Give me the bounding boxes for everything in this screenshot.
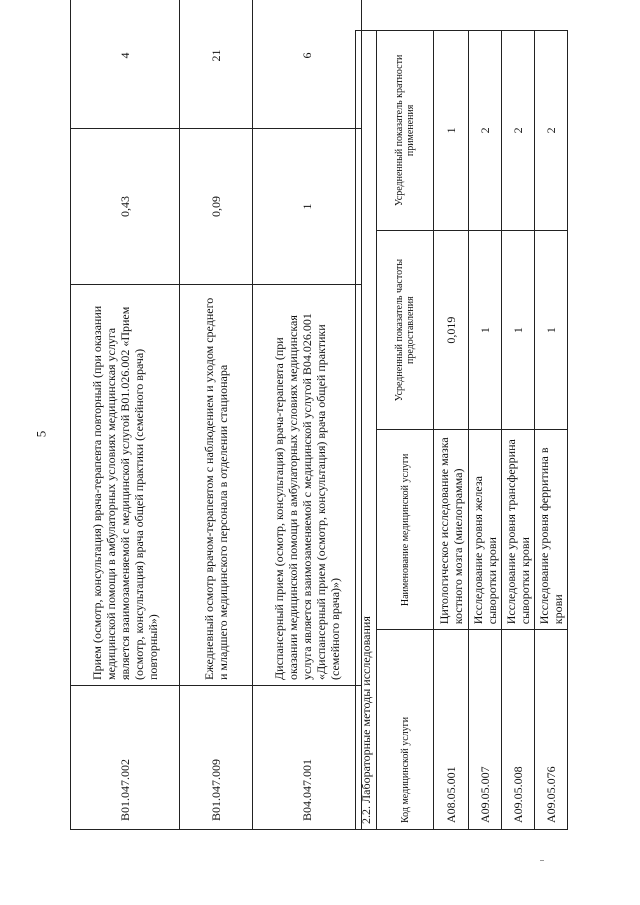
section-title-row <box>356 31 377 830</box>
service-code: A08.05.001 <box>434 630 469 830</box>
service-name: Прием (осмотр, консультация) врача-терапевта повторный (при оказании медицинской помощи в амбулаторных условиях медицинская услуга является взаимозаменяемой с медицинской услугой B01.026.002 «Прием (осмотр, консультация) врача общей практики (семейного врача) повторный») <box>71 285 180 686</box>
multiplicity-value: 2 <box>535 31 568 231</box>
lab-methods-table <box>355 30 568 830</box>
table-row <box>502 31 535 830</box>
multiplicity-value: 4 <box>71 0 180 129</box>
scan-mark <box>540 860 544 861</box>
multiplicity-value: 1 <box>434 31 469 231</box>
services-table-continuation <box>70 30 350 830</box>
frequency-value: 1 <box>253 129 362 285</box>
frequency-value: 1 <box>469 230 502 430</box>
header-multiplicity: Усредненный показатель кратности применения <box>377 31 434 231</box>
table-row <box>253 0 362 830</box>
multiplicity-value: 6 <box>253 0 362 129</box>
section-title: 2.2. Лабораторные методы исследования <box>356 31 377 830</box>
lab-methods-section <box>355 30 565 830</box>
multiplicity-value: 2 <box>502 31 535 231</box>
service-code: B04.047.001 <box>253 686 362 830</box>
service-code: A09.05.008 <box>502 630 535 830</box>
multiplicity-value: 21 <box>180 0 253 129</box>
table-row <box>71 0 180 830</box>
service-name: Исследование уровня железа сыворотки крови <box>469 430 502 630</box>
page-number: 5 <box>33 430 49 438</box>
table-row <box>180 0 253 830</box>
header-frequency: Усредненный показатель частоты предоставления <box>377 230 434 430</box>
service-code: B01.047.002 <box>71 686 180 830</box>
header-row <box>377 31 434 830</box>
table-row <box>535 31 568 830</box>
header-name: Наименование медицинской услуги <box>377 430 434 630</box>
frequency-value: 0,019 <box>434 230 469 430</box>
service-name: Диспансерный прием (осмотр, консультация) врача-терапевта (при оказании медицинской помощи в амбулаторных условиях медицинская услуга является взаимозаменяемой с медицинской услугой B04.026.001 «Диспансерный прием (осмотр, консультация) врача общей практики (семейного врача)») <box>253 285 362 686</box>
service-code: A09.05.007 <box>469 630 502 830</box>
services-table <box>70 0 362 830</box>
table-row <box>469 31 502 830</box>
frequency-value: 1 <box>502 230 535 430</box>
service-code: A09.05.076 <box>535 630 568 830</box>
service-name: Ежедневный осмотр врачом-терапевтом с наблюдением и уходом среднего и младшего медицинского персонала в отделении стационара <box>180 285 253 686</box>
service-name: Исследование уровня ферритина в крови <box>535 430 568 630</box>
frequency-value: 0,09 <box>180 129 253 285</box>
table-row <box>434 31 469 830</box>
service-code: B01.047.009 <box>180 686 253 830</box>
header-code: Код медицинской услуги <box>377 630 434 830</box>
multiplicity-value: 2 <box>469 31 502 231</box>
frequency-value: 1 <box>535 230 568 430</box>
service-name: Исследование уровня трансферрина сыворотки крови <box>502 430 535 630</box>
service-name: Цитологическое исследование мазка костного мозга (миелограмма) <box>434 430 469 630</box>
frequency-value: 0,43 <box>71 129 180 285</box>
